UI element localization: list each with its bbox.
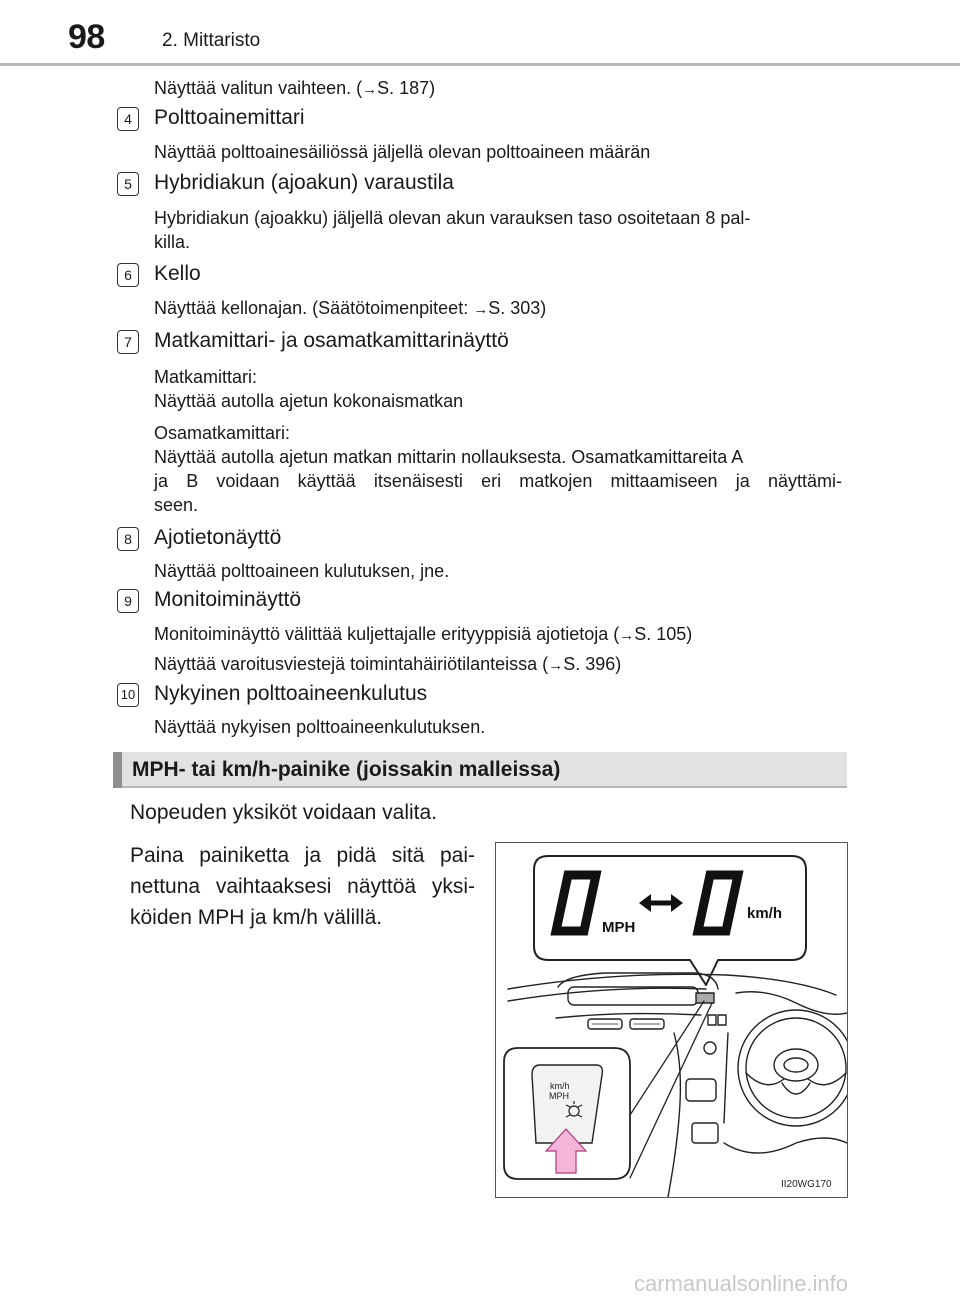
item-title-8: Ajotietonäyttö bbox=[154, 526, 282, 549]
item-number-8: 8 bbox=[117, 527, 139, 551]
item-desc-7-p2-line3: ja B voidaan käyttää itsenäisesti eri matkojen mittaamiseen ja näyttämi- bbox=[154, 471, 842, 491]
item-desc-6 bbox=[154, 296, 546, 322]
item-desc-7-p1-line1: Matkamittari: bbox=[154, 367, 258, 387]
intro-text bbox=[154, 76, 435, 102]
item-desc-5-line2: killa. bbox=[154, 232, 191, 252]
header-divider bbox=[0, 63, 960, 66]
dashboard-illustration bbox=[495, 842, 848, 1198]
figure-code: II20WG170 bbox=[781, 1179, 832, 1190]
item-desc-4: Näyttää polttoainesäiliössä jäljellä olevan polttoaineen määrän bbox=[154, 142, 651, 162]
reference-arrow-icon: → bbox=[362, 81, 378, 98]
item-number-5: 5 bbox=[117, 172, 139, 196]
item-desc-9-line2-a: Näyttää varoitusviestejä toimintahäiriötilanteissa ( bbox=[154, 654, 549, 674]
reference-arrow-icon: → bbox=[619, 627, 635, 644]
item-desc-9-line1-a: Monitoiminäyttö välittää kuljettajalle erityyppisiä ajotietoja ( bbox=[154, 624, 620, 644]
page-number: 98 bbox=[68, 18, 105, 56]
body-paragraph-2-line3: köiden MPH ja km/h välillä. bbox=[130, 906, 383, 929]
item-title-10: Nykyinen polttoaineenkulutus bbox=[154, 682, 428, 705]
body-paragraph-2-line2: nettuna vaihtaaksesi näyttöä yksi- bbox=[130, 875, 475, 898]
unit-kmh-label: km/h bbox=[747, 905, 783, 922]
item-title-5: Hybridiakun (ajoakun) varaustila bbox=[154, 171, 454, 194]
item-desc-6-a: Näyttää kellonajan. (Säätötoimenpiteet: bbox=[154, 298, 474, 318]
item-desc-9-line1 bbox=[154, 622, 692, 648]
button-label-kmh: km/h bbox=[550, 1081, 570, 1091]
button-label-mph: MPH bbox=[549, 1091, 569, 1101]
chapter-title: 2. Mittaristo bbox=[162, 30, 261, 51]
dashboard-drawing bbox=[496, 843, 847, 1197]
item-desc-7-p1-line2: Näyttää autolla ajetun kokonaismatkan bbox=[154, 391, 464, 411]
unit-mph-label: MPH bbox=[602, 919, 636, 936]
item-number-4: 4 bbox=[117, 107, 139, 131]
item-title-4: Polttoainemittari bbox=[154, 106, 305, 129]
page-reference-link[interactable]: S. 303) bbox=[488, 298, 547, 318]
item-number-9: 9 bbox=[117, 589, 139, 613]
item-desc-9-line2 bbox=[154, 652, 621, 678]
section-header-accent bbox=[113, 752, 122, 788]
speed-display bbox=[556, 875, 738, 931]
item-desc-7-p2-line2: Näyttää autolla ajetun matkan mittarin nollauksesta. Osamatkamittareita A bbox=[154, 447, 744, 467]
section-title: MPH- tai km/h-painike (joissakin malleissa) bbox=[132, 758, 561, 781]
item-title-9: Monitoiminäyttö bbox=[154, 588, 302, 611]
body-paragraph-2-line1: Paina painiketta ja pidä sitä pai- bbox=[130, 844, 475, 867]
item-desc-7-p2-line1: Osamatkamittari: bbox=[154, 423, 291, 443]
intro-text-a: Näyttää valitun vaihteen. ( bbox=[154, 78, 363, 98]
item-desc-7-p2-line4: seen. bbox=[154, 495, 199, 515]
item-number-7: 7 bbox=[117, 330, 139, 354]
body-paragraph-1: Nopeuden yksiköt voidaan valita. bbox=[130, 801, 438, 824]
page-reference-link[interactable]: S. 396) bbox=[563, 654, 622, 674]
item-title-6: Kello bbox=[154, 262, 201, 285]
item-title-7: Matkamittari- ja osamatkamittarinäyttö bbox=[154, 329, 509, 352]
watermark: carmanualsonline.info bbox=[634, 1271, 849, 1296]
item-desc-8: Näyttää polttoaineen kulutuksen, jne. bbox=[154, 561, 450, 581]
item-number-10: 10 bbox=[117, 683, 139, 707]
reference-arrow-icon: → bbox=[548, 657, 564, 674]
page-reference-link[interactable]: S. 105) bbox=[634, 624, 693, 644]
reference-arrow-icon: → bbox=[473, 301, 489, 318]
item-number-6: 6 bbox=[117, 263, 139, 287]
item-desc-10: Näyttää nykyisen polttoaineenkulutuksen. bbox=[154, 717, 486, 737]
item-desc-5-line1: Hybridiakun (ajoakku) jäljellä olevan akun varauksen taso osoitetaan 8 pal- bbox=[154, 208, 751, 228]
page-reference-link[interactable]: S. 187) bbox=[377, 78, 436, 98]
